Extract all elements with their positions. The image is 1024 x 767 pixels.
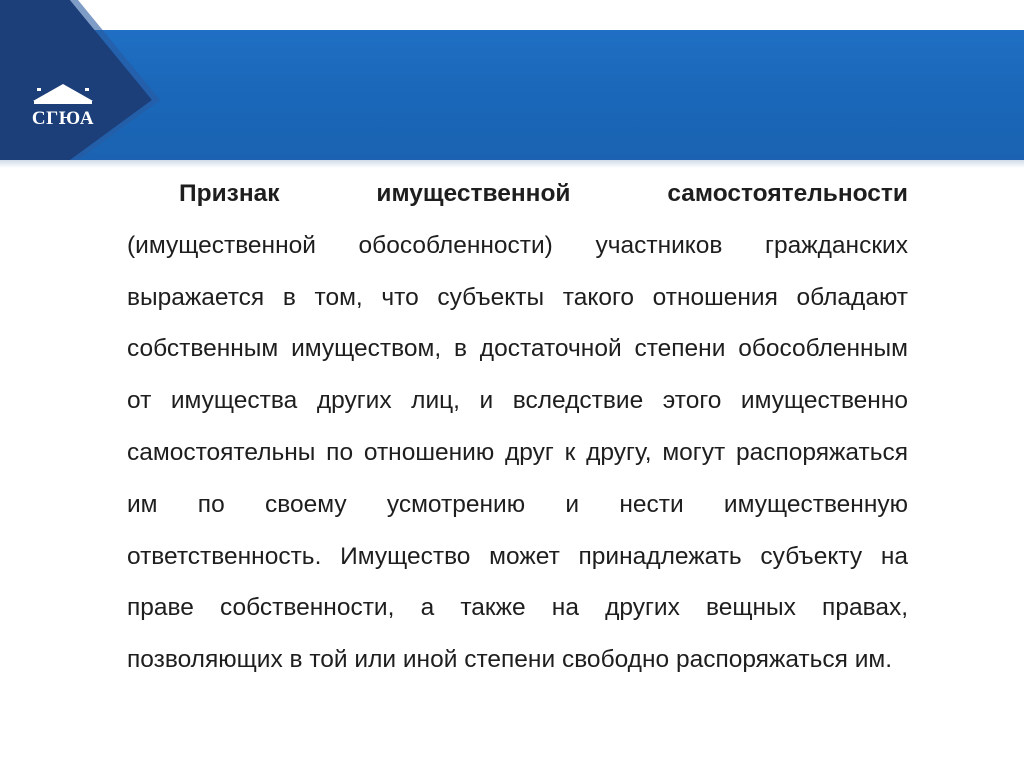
paragraph-rest: (имущественной обособленности) участников гражданских выражается в том, что субъекты такого отношения обладают собственным имуществом, в достаточной степени обособленным от имущества других лиц, и вследствие этого имущественно самостоятельны по отношению друг к другу, могут распоряжаться им по своему усмотрению и нести имущественную ответственность. Имущество может принадлежать субъекту на праве собственности, а также на других вещных правах, позволяющих в той или иной степени свободно распоряжаться им.	[127, 231, 908, 674]
logo-triangle	[0, 0, 160, 160]
paragraph-lead: Признак имущественной самостоятельности	[179, 180, 908, 207]
body-paragraph	[127, 168, 908, 686]
logo-block	[0, 0, 160, 160]
header-shadow	[0, 160, 1024, 168]
logo-text: СГЮА	[31, 108, 95, 129]
